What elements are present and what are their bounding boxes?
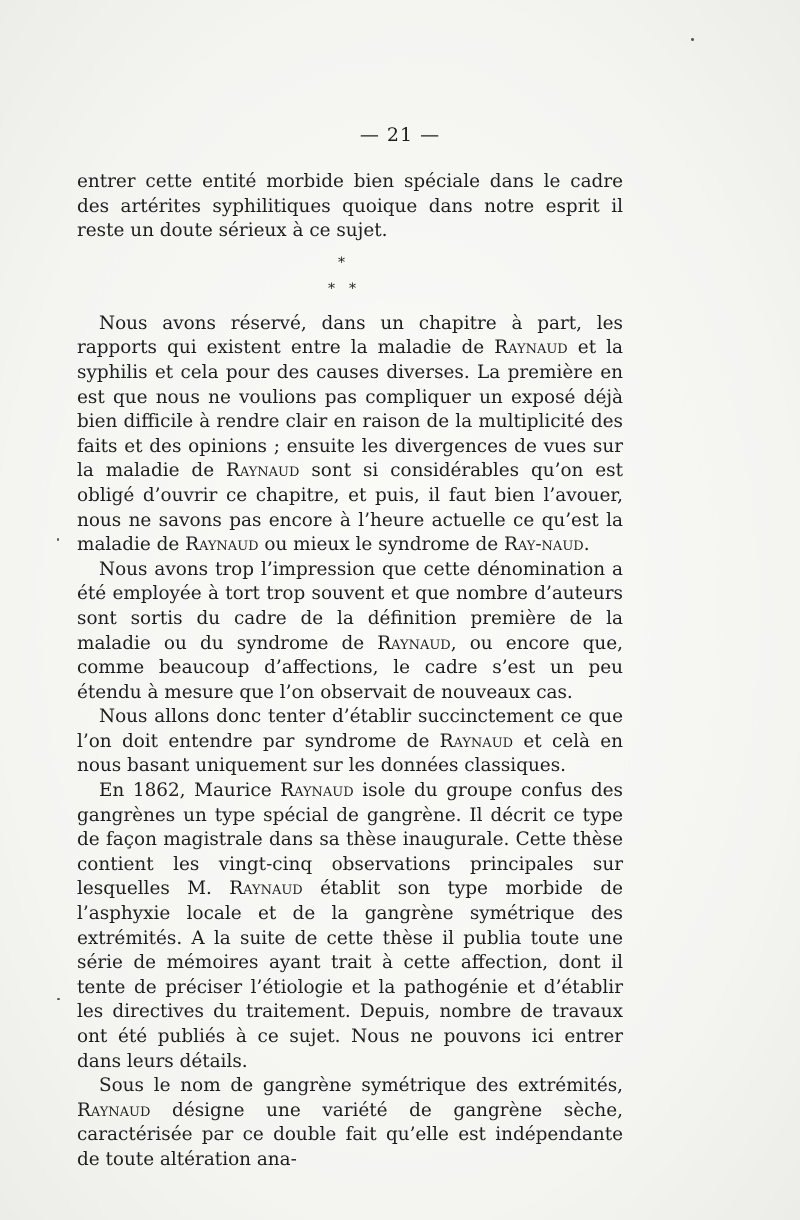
scan-speck [57, 538, 59, 541]
text-run: établit son type morbide de l’asphyxie locale et de la gangrène symétrique des extrémités. A la suite de cette thèse il publia toute une série de mémoires ayant trait à cette affection, dont il tente de préciser l’étiologie et la pathogénie et d’établir les directives du traitement. Depuis, nombre de travaux ont été publiés à ce sujet. Nous ne pouvons ici entrer dans leurs détails. [77, 878, 623, 1072]
paragraph [77, 779, 623, 1074]
scan-speck [691, 38, 694, 41]
paragraph [77, 312, 623, 558]
author-name: Raynaud [226, 460, 300, 482]
author-name: Ray-naud [504, 534, 584, 556]
text-run: Nous avons réservé, dans un chapitre à part, les rapports qui existent entre la maladie de [77, 312, 623, 359]
author-name: Raynaud [185, 534, 259, 556]
asterisk-mark: * [328, 280, 335, 297]
asterisk-mark: * [349, 280, 356, 297]
asterisk-mark: * [338, 254, 345, 271]
text-run: isole du groupe confus des gangrènes un type spécial de gangrène. Il décrit ce type de façon magistrale dans sa thèse inaugurale. Cette thèse contient les vingt-cinq observations principales sur lesquelles M. [77, 780, 623, 900]
text-run: ou mieux le syndrome de [258, 534, 505, 556]
text-run: désigne une variété de gangrène sèche, caractérisée par ce double fait qu’elle est indépendante de toute altération ana- [77, 1099, 623, 1170]
section-asterism [77, 244, 623, 312]
text-run: . [583, 534, 590, 556]
author-name: Raynaud [439, 730, 514, 752]
paragraph [77, 1074, 623, 1172]
author-name: Raynaud [377, 632, 451, 654]
author-name: Raynaud [494, 337, 568, 359]
text-run: Nous allons donc tenter d’établir succinctement ce que l’on doit entendre par syndrome de [77, 706, 623, 752]
paragraph [77, 705, 623, 779]
scan-speck [57, 998, 60, 1000]
paragraph [77, 170, 623, 244]
text-run: et la syphilis et cela pour des causes diverses. La première en est que nous ne voulions pas compliquer un exposé déjà bien difficile à rendre clair en raison de la multiplicité des faits et des opinions ; ensuite les divergences de vues sur la maladie de [77, 337, 624, 482]
paragraph [77, 558, 623, 706]
text-run: Nous avons trop l’impression que cette dénomination a été employée à tort trop souvent et que nombre d’auteurs sont sortis du cadre de la définition première de la maladie ou du syndrome de [77, 558, 623, 654]
text-run: sont si considérables qu’on est obligé d’ouvrir ce chapitre, et puis, il faut bien l’avouer, nous ne savons pas encore à l’heure actuelle ce qu’est la maladie de [77, 460, 624, 556]
text-run: Sous le nom de gangrène symétrique des extrémités, [99, 1075, 623, 1097]
text-run: , ou encore que, comme beaucoup d’affections, le cadre s’est un peu étendu à mesure que l’on observait de nouveaux cas. [77, 632, 624, 703]
body-text [77, 170, 623, 1173]
author-name: Raynaud [229, 878, 303, 900]
text-run: et celà en nous basant uniquement sur les données classiques. [77, 730, 623, 777]
text-run: En 1862, Maurice [99, 780, 281, 802]
page-number: — 21 — [359, 124, 441, 146]
author-name: Raynaud [280, 780, 354, 802]
author-name: Raynaud [77, 1099, 151, 1121]
text-run: entrer cette entité morbide bien spéciale dans le cadre des artérites syphilitiques quoique dans notre esprit il reste un doute sérieux à ce sujet. [77, 171, 623, 242]
